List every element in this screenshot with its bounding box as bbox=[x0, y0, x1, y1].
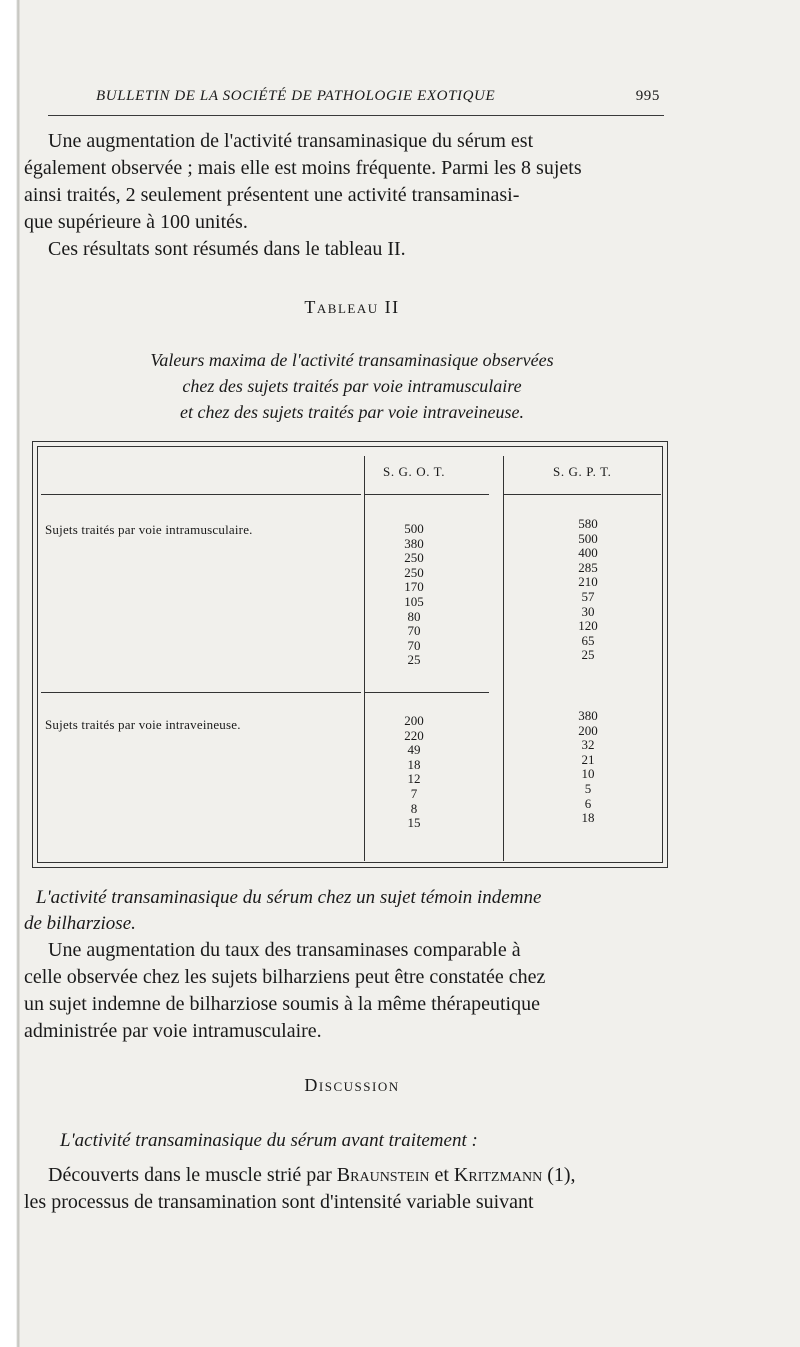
heading-line: L'activité transaminasique du sérum chez un sujet témoin indemne bbox=[36, 887, 542, 908]
author-name: Braunstein bbox=[336, 1164, 430, 1186]
table-cell: 49 bbox=[407, 742, 421, 758]
caption-line: Valeurs maxima de l'activité transaminasique observées bbox=[150, 350, 554, 370]
table-cell: 380 bbox=[578, 708, 598, 723]
caption-line: et chez des sujets traités par voie intraveineuse. bbox=[180, 402, 524, 422]
table-cell: 70 bbox=[407, 623, 421, 639]
text-line: Une augmentation du taux des transaminases comparable à bbox=[48, 939, 521, 961]
table-cell: 25 bbox=[407, 652, 421, 668]
table-caption bbox=[24, 347, 680, 425]
row-label-intravenous: Sujets traités par voie intraveineuse. bbox=[45, 717, 241, 732]
text-line: ainsi traités, 2 seulement présentent une activité transaminasi- bbox=[24, 184, 520, 206]
control-paragraph bbox=[24, 937, 680, 1045]
text-fragment: Découverts dans le muscle strié par bbox=[48, 1164, 337, 1186]
table-cell: 18 bbox=[407, 756, 421, 772]
table-cell: 6 bbox=[584, 795, 592, 811]
table-cell: 5 bbox=[584, 780, 592, 796]
header-rule bbox=[48, 115, 664, 116]
table-cell: 200 bbox=[578, 722, 598, 738]
table-cell: 25 bbox=[581, 647, 595, 663]
table-cell: 400 bbox=[578, 545, 598, 561]
author-name: Kritzmann bbox=[453, 1164, 543, 1186]
reference-marker: (1), bbox=[542, 1164, 576, 1186]
discussion-subheading: L'activité transaminasique du sérum avant traitement : bbox=[60, 1130, 478, 1151]
table-cell: 7 bbox=[410, 785, 418, 801]
text-line: Une augmentation de l'activité transaminasique du sérum est bbox=[48, 130, 534, 152]
table-cell: 57 bbox=[581, 588, 595, 604]
text-line: administrée par voie intramusculaire. bbox=[24, 1020, 322, 1042]
column-header-sgpt: S. G. P. T. bbox=[553, 464, 612, 479]
discussion-heading: Discussion bbox=[304, 1075, 400, 1095]
table-cell: 285 bbox=[578, 559, 598, 575]
text-line bbox=[24, 1162, 680, 1189]
table-cell: 580 bbox=[578, 516, 598, 531]
table-cell: 70 bbox=[407, 637, 421, 653]
table-cell: 30 bbox=[581, 603, 595, 619]
intro-paragraph bbox=[24, 128, 680, 263]
column-divider bbox=[503, 456, 504, 861]
text-fragment: et bbox=[429, 1164, 454, 1186]
sgot-values-intramuscular bbox=[384, 522, 444, 668]
row-label-intramuscular: Sujets traités par voie intramusculaire. bbox=[45, 522, 253, 537]
table-cell: 21 bbox=[581, 751, 595, 767]
table-cell: 170 bbox=[404, 579, 424, 595]
page-number: 995 bbox=[635, 88, 660, 104]
table-cell: 120 bbox=[578, 618, 598, 634]
text-line: un sujet indemne de bilharziose soumis à la même thérapeutique bbox=[24, 993, 540, 1015]
table-cell: 12 bbox=[407, 771, 421, 787]
sgpt-values-intramuscular bbox=[558, 517, 618, 663]
column-header-sgot: S. G. O. T. bbox=[383, 464, 446, 479]
header-divider-sgpt bbox=[503, 494, 661, 495]
table-cell: 250 bbox=[404, 550, 424, 566]
control-subject-heading bbox=[24, 885, 680, 937]
table-cell: 500 bbox=[404, 521, 424, 536]
sgpt-values-intravenous bbox=[558, 709, 618, 826]
table-cell: 10 bbox=[581, 766, 595, 782]
column-divider bbox=[364, 456, 365, 861]
header-divider-sgot bbox=[364, 494, 489, 495]
table-cell: 105 bbox=[404, 593, 424, 609]
table-cell: 380 bbox=[404, 535, 424, 551]
text-line: que supérieure à 100 unités. bbox=[24, 211, 248, 233]
table-cell: 250 bbox=[404, 564, 424, 580]
data-table bbox=[32, 441, 668, 868]
table-cell: 500 bbox=[578, 530, 598, 546]
group-divider bbox=[364, 692, 489, 693]
heading-line: de bilharziose. bbox=[24, 913, 136, 934]
table-title: Tableau II bbox=[304, 297, 400, 317]
header-divider-left bbox=[41, 494, 361, 495]
text-line: également observée ; mais elle est moins fréquente. Parmi les 8 sujets bbox=[24, 157, 582, 179]
table-cell: 220 bbox=[404, 727, 424, 743]
sgot-values-intravenous bbox=[384, 714, 444, 831]
table-cell: 8 bbox=[410, 800, 418, 816]
table-cell: 200 bbox=[404, 713, 424, 728]
running-header bbox=[96, 88, 666, 112]
text-line: les processus de transamination sont d'intensité variable suivant bbox=[24, 1191, 534, 1213]
group-divider bbox=[41, 692, 361, 693]
journal-title: BULLETIN DE LA SOCIÉTÉ DE PATHOLOGIE EXOTIQUE bbox=[96, 88, 496, 104]
table-cell: 15 bbox=[407, 815, 421, 831]
summary-line: Ces résultats sont résumés dans le tableau II. bbox=[48, 238, 406, 260]
discussion-paragraph bbox=[24, 1162, 680, 1216]
text-line: celle observée chez les sujets bilharziens peut être constatée chez bbox=[24, 966, 546, 988]
caption-line: chez des sujets traités par voie intramusculaire bbox=[182, 376, 522, 396]
table-cell: 32 bbox=[581, 737, 595, 753]
table-cell: 210 bbox=[578, 574, 598, 590]
table-cell: 65 bbox=[581, 632, 595, 648]
table-cell: 80 bbox=[407, 608, 421, 624]
table-cell: 18 bbox=[581, 810, 595, 826]
